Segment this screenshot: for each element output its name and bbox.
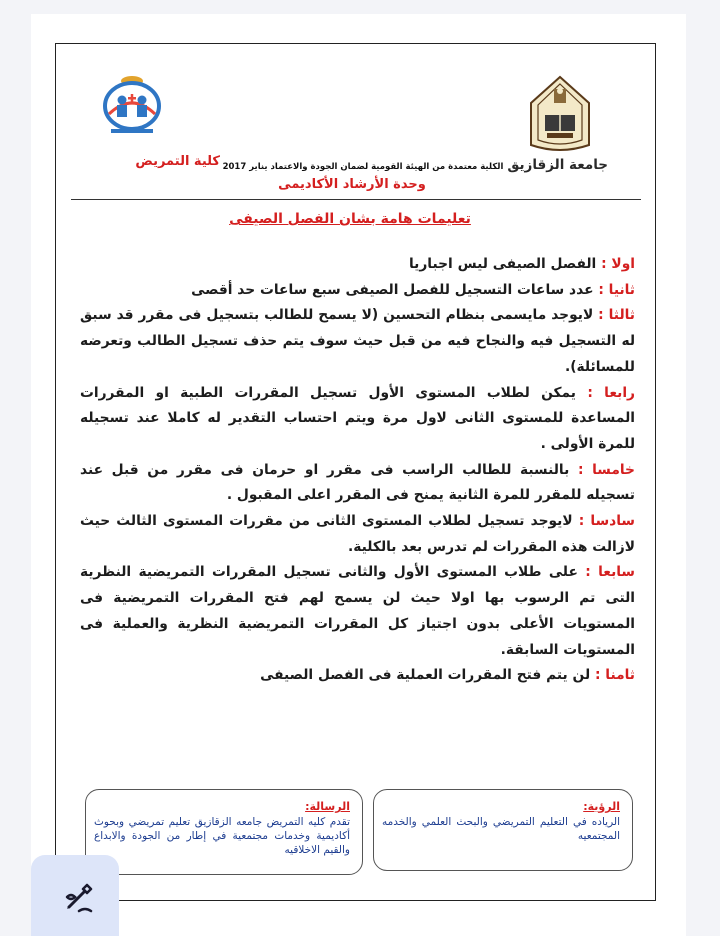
faculty-name: كلية التمريض bbox=[135, 154, 220, 169]
item-text: عدد ساعات التسجيل للفصل الصيفى سبع ساعات حد أقصى bbox=[191, 281, 599, 298]
item-ordinal: ثانيا : bbox=[598, 281, 635, 298]
accreditation-note: الكلية معتمدة من الهيئة القومية لضمان الجودة والاعتماد يناير 2017 bbox=[222, 162, 504, 172]
edit-fab-button[interactable] bbox=[31, 855, 119, 936]
edit-pen-icon[interactable] bbox=[59, 877, 99, 917]
university-name: جامعة الزقازيق bbox=[507, 157, 608, 173]
mission-text: تقدم كليه التمريض جامعه الزقازيق تعليم تمريضي وبحوث أكاديمية وخدمات مجتمعية في إطار من الجودة والابداع والقيم الاخلاقيه bbox=[94, 816, 350, 856]
mission-box bbox=[85, 789, 363, 875]
item-ordinal: خامسا : bbox=[577, 461, 635, 478]
item-text: لايوجد تسجيل لطلاب المستوى الثانى من مقررات المستوى الثالث حيث لازالت هذه المقررات لم تدرس بعد بالكلية. bbox=[80, 513, 635, 555]
instruction-item bbox=[80, 252, 635, 278]
item-text: لايوجد مايسمى بنظام التحسين (لا يسمح للطالب بتسجيل فى مقرر قد سبق له التسجيل فيه والنجاح فيه من قبل حيث سوف يتم حذف تسجيل الطالب وتعرضه للمسائلة). bbox=[80, 307, 635, 375]
instructions-list bbox=[80, 252, 635, 689]
item-ordinal: ثامنا : bbox=[594, 667, 635, 684]
header-divider bbox=[71, 199, 641, 200]
instruction-item bbox=[80, 303, 635, 380]
vision-heading: الرؤية: bbox=[583, 800, 620, 813]
item-ordinal: ثالثا : bbox=[598, 307, 635, 324]
academic-advising-unit: وحدة الأرشاد الأكاديمى bbox=[278, 177, 426, 192]
document-title: تعليمات هامة بشان الفصل الصيفى bbox=[229, 211, 471, 227]
instruction-item bbox=[80, 509, 635, 560]
university-seal-icon bbox=[525, 75, 595, 153]
nursing-faculty-logo-icon bbox=[101, 72, 163, 140]
item-text: بالنسبة للطالب الراسب فى مقرر او حرمان فى مقرر من قبل عند تسجيله للمقرر للمرة الثانية يمنح فى المقرر اعلى المقبول . bbox=[80, 461, 635, 504]
vision-text: الرياده في التعليم التمريضي والبحث العلمي والخدمه المجتمعيه bbox=[382, 816, 620, 842]
item-text: لن يتم فتح المقررات العملية فى الفصل الصيفى bbox=[260, 667, 595, 684]
item-text: على طلاب المستوى الأول والثانى تسجيل المقررات التمريضية النظرية التى تم الرسوب بها اولا حيث لن يسمح لهم فتح المقررات التمريضية فى المستويات الأعلى بدون اجتياز كل المقررات التمريضية النظرية والعملية فى المستويات السابقة. bbox=[80, 564, 635, 658]
mission-heading: الرسالة: bbox=[305, 800, 350, 813]
instruction-item bbox=[80, 278, 635, 304]
item-ordinal: اولا : bbox=[601, 256, 635, 272]
item-ordinal: سابعا : bbox=[585, 564, 636, 581]
instruction-item bbox=[80, 663, 635, 689]
instruction-item bbox=[80, 381, 635, 458]
item-text: الفصل الصيفى ليس اجباريا bbox=[409, 256, 602, 272]
instruction-item bbox=[80, 458, 635, 509]
vision-box bbox=[373, 789, 633, 871]
instruction-item bbox=[80, 560, 635, 663]
item-ordinal: سادسا : bbox=[578, 513, 635, 530]
item-text: يمكن لطلاب المستوى الأول تسجيل المقررات الطبية او المقررات المساعدة للمستوى الثانى لاول مرة ويتم احتساب التقدير له كاملا عند تسجيله للمرة الأولى . bbox=[80, 384, 635, 452]
item-ordinal: رابعا : bbox=[587, 384, 635, 401]
